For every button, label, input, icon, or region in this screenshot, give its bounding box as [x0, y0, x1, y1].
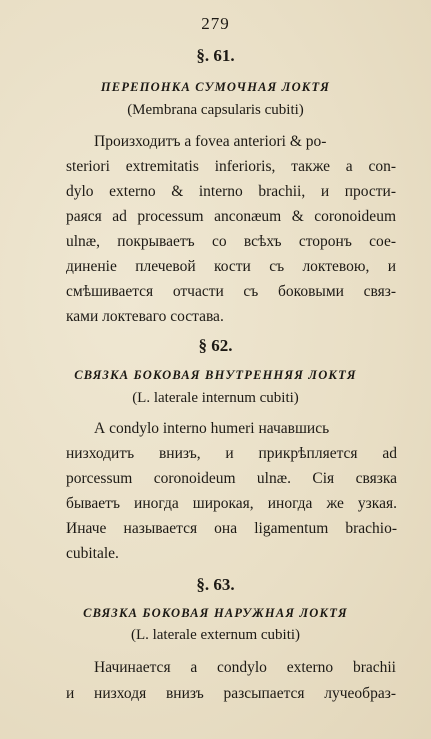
- paragraph-line: А condylo interno humeri начавшись: [94, 420, 330, 437]
- section-latin-title-62: (L. laterale internum cubiti): [132, 390, 299, 406]
- paragraph-line: ulnæ, покрываетъ со всѣхъ сторонъ сое-: [66, 233, 396, 250]
- section-number-61: §. 61.: [196, 46, 235, 65]
- paragraph-line: Произходитъ а fovea anteriori & po-: [94, 133, 327, 150]
- paragraph-line: dylo externo & interno brachii, и прости-: [66, 183, 396, 200]
- paragraph-line: cubitale.: [66, 545, 119, 562]
- paragraph-line: ками локтеваго состава.: [66, 308, 224, 325]
- paragraph-line: porcessum coronoideum ulnæ. Сія связка: [66, 470, 397, 487]
- section-title-62: СВЯЗКА БОКОВАЯ ВНУТРЕННЯЯ ЛОКТЯ: [74, 368, 357, 382]
- paragraph-line: раяся ad processum anconæum & coronoideum: [66, 208, 396, 225]
- paragraph-line: бываетъ иногда широкая, иногда же узкая.: [66, 495, 397, 512]
- section-latin-title-61: (Membrana capsularis cubiti): [127, 102, 304, 118]
- section-number-63: §. 63.: [196, 575, 235, 594]
- paragraph-line: и низходя внизъ разсыпается лучеобраз-: [66, 685, 396, 702]
- page-number: 279: [201, 14, 230, 33]
- paragraph-line: Иначе называется она ligamentum brachio-: [66, 520, 397, 537]
- paragraph-line: смѣшивается отчасти съ боковыми связ-: [66, 283, 396, 300]
- section-title-61: ПЕРЕПОНКА СУМОЧНАЯ ЛОКТЯ: [100, 80, 331, 94]
- section-title-63: СВЯЗКА БОКОВАЯ НАРУЖНАЯ ЛОКТЯ: [83, 606, 348, 620]
- paragraph-line: низходитъ внизъ, и прикрѣпляется ad: [66, 445, 397, 462]
- section-latin-title-63: (L. laterale externum cubiti): [130, 627, 301, 643]
- paragraph-line: Начинается а condylo externo brachii: [94, 659, 396, 676]
- paragraph-line: диненіе плечевой кости съ локтевою, и: [66, 258, 396, 275]
- paragraph-line: steriori extremitatis inferioris, также а con-: [66, 158, 396, 175]
- section-number-62: § 62.: [198, 336, 233, 355]
